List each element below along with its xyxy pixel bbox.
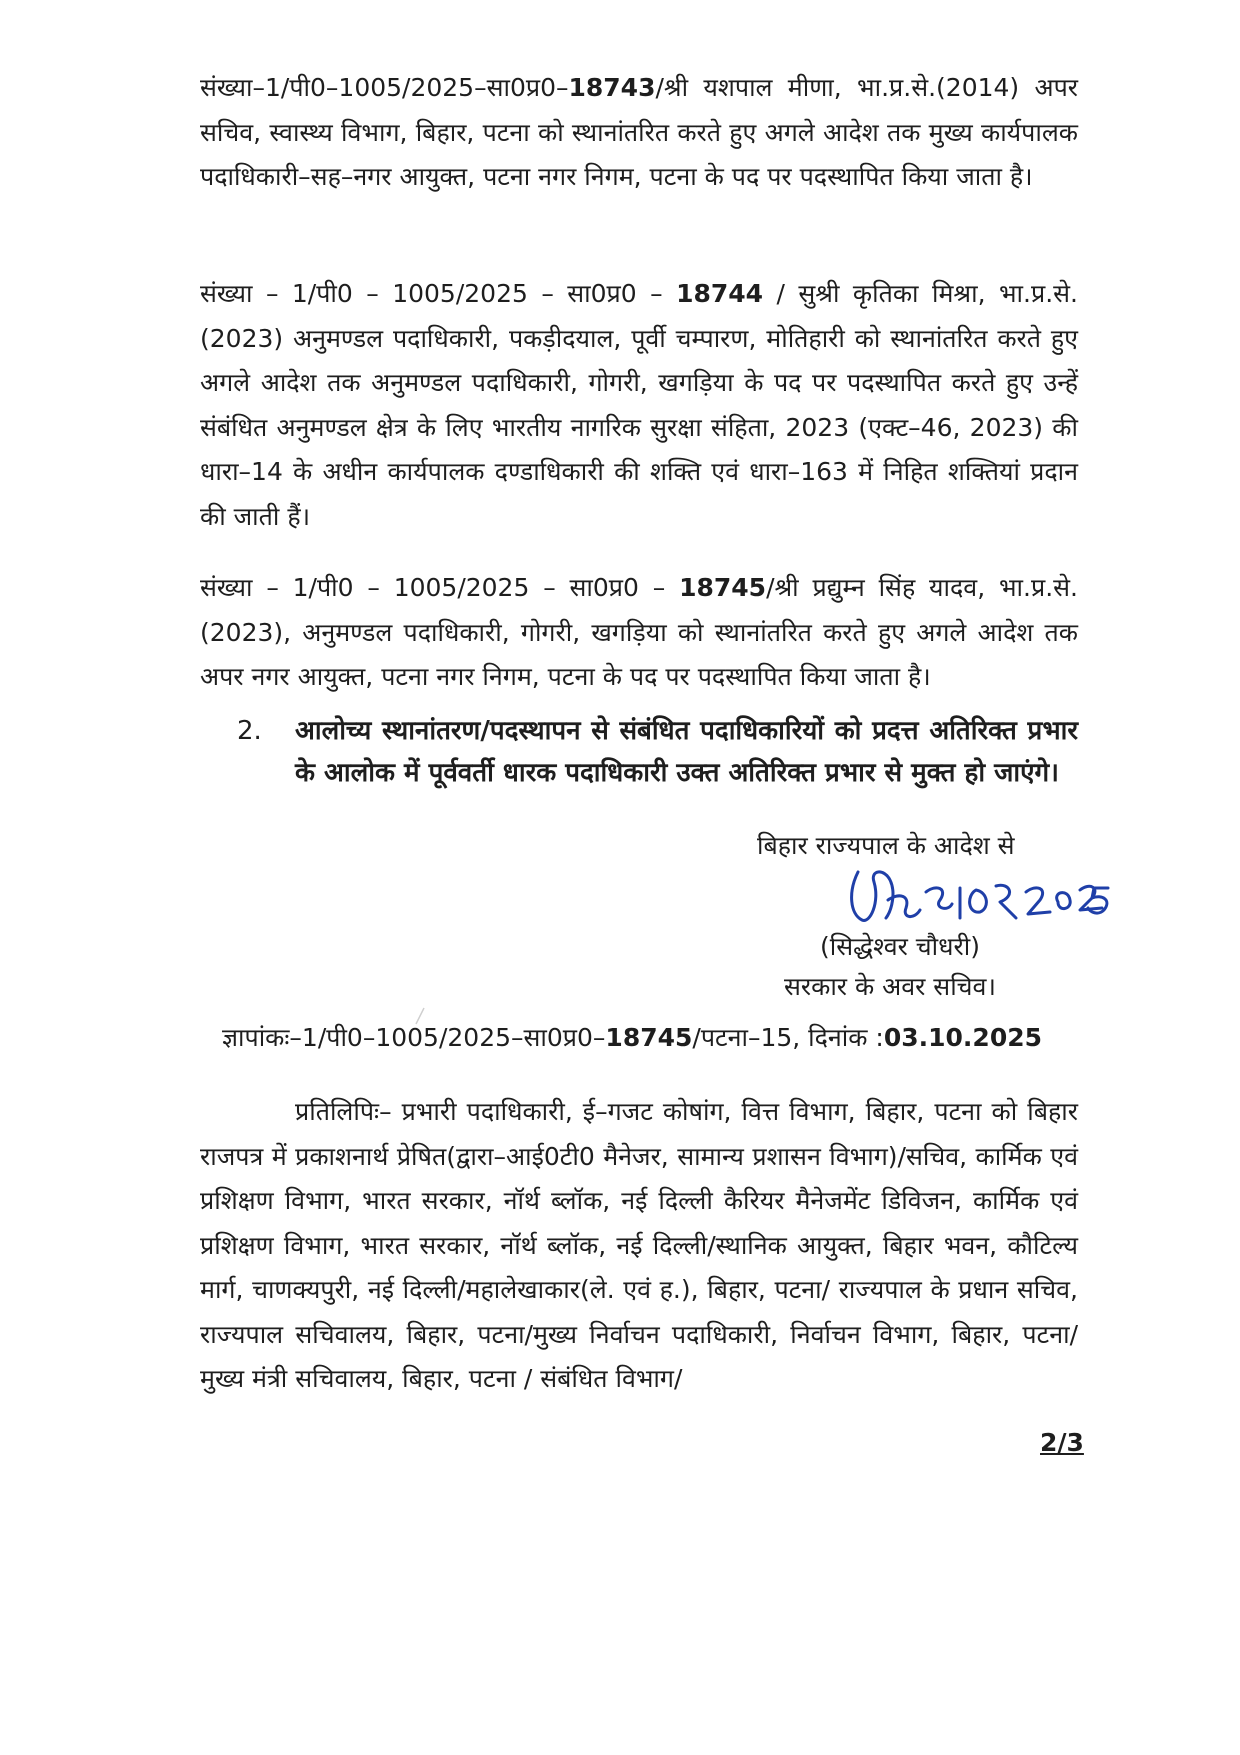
order-prefix: संख्या – 1/पी0 – 1005/2025 – सा0प्र0 – [200,279,677,308]
order-text: /श्री यशपाल मीणा, भा.प्र.से.(2014) अपर सचिव, स्वास्थ्य विभाग, बिहार, पटना को स्थानांतरित करते हुए अगले आदेश तक मुख्य कार्यपालक पदाधिकारी–सह–नगर आयुक्त, पटना नगर निगम, पटना के पद पर पदस्थापित किया जाता है। [200,73,1078,191]
order-text: / सुश्री कृतिका मिश्रा, भा.प्र.से. (2023) अनुमण्डल पदाधिकारी, पकड़ीदयाल, पूर्वी चम्पारण, मोतिहारी को स्थानांतरित करते हुए अगले आदेश तक अनुमण्डल पदाधिकारी, गोगरी, खगड़िया के पद पर पदस्थापित करते हुए उन्हें संबंधित अनुमण्डल क्षेत्र के लिए भारतीय नागरिक सुरक्षा संहिता, 2023 (एक्ट–46, 2023) की धारा–14 के अधीन कार्यपालक दण्डाधिकारी की शक्ति एवं धारा–163 में निहित शक्तियां प्रदान की जाती हैं। [200,279,1078,531]
order-number: 18744 [676,279,764,308]
copy-to-paragraph: प्रतिलिपिः– प्रभारी पदाधिकारी, ई–गजट कोषांग, वित्त विभाग, बिहार, पटना को बिहार राजपत्र में प्रकाशनार्थ प्रेषित(द्वारा–आई0टी0 मैनेजर, सामान्य प्रशासन विभाग)/सचिव, कार्मिक एवं प्रशिक्षण विभाग, भारत सरकार, नॉर्थ ब्लॉक, नई दिल्ली कैरियर मैनेजमेंट डिविजन, कार्मिक एवं प्रशिक्षण विभाग, भारत सरकार, नॉर्थ ब्लॉक, नई दिल्ली/स्थानिक आयुक्त, बिहार भवन, कौटिल्य मार्ग, चाणक्यपुरी, नई दिल्ली/महालेखाकार(ले. एवं ह.), बिहार, पटना/ राज्यपाल के प्रधान सचिव, राज्यपाल सचिवालय, बिहार, पटना/मुख्य निर्वाचन पदाधिकारी, निर्वाचन विभाग, बिहार, पटना/ मुख्य मंत्री सचिवालय, बिहार, पटना / संबंधित विभाग/ [200,1097,1078,1393]
order-text: /श्री प्रद्युम्न सिंह यादव, भा.प्र.से.(2023), अनुमण्डल पदाधिकारी, गोगरी, खगड़िया को स्थानांतरित करते हुए अगले आदेश तक अपर नगर आयुक्त, पटना नगर निगम, पटना के पद पर पदस्थापित किया जाता है। [200,573,1078,691]
clause-text: आलोच्य स्थानांतरण/पदस्थापन से संबंधित पदाधिकारियों को प्रदत्त अतिरिक्त प्रभार के आलोक में पूर्ववर्ती धारक पदाधिकारी उक्त अतिरिक्त प्रभार से मुक्त हो जाएंगे। [295,716,1078,788]
order-number: 18743 [568,73,656,102]
order-prefix: संख्या–1/पी0–1005/2025–सा0प्र0– [200,73,569,102]
order-prefix: संख्या – 1/पी0 – 1005/2025 – सा0प्र0 – [200,573,680,602]
signatory-designation: सरकार के अवर सचिव। [784,972,996,1001]
memo-prefix: ज्ञापांकः–1/पी0–1005/2025–सा0प्र0– [222,1023,606,1052]
clause-2-paragraph [200,710,1078,794]
page-number: 2/3 [1040,1428,1084,1457]
order-paragraph-18743 [200,66,1078,200]
signatory-name: (सिद्धेश्वर चौधरी) [820,932,980,961]
order-number: 18745 [679,573,767,602]
memo-number: 18745 [605,1023,693,1052]
order-paragraph-18745 [200,566,1078,700]
clause-number: 2. [237,716,262,746]
memo-date: 03.10.2025 [883,1023,1043,1052]
memo-middle: /पटना–15, दिनांक : [692,1023,884,1052]
order-authority-line: बिहार राज्यपाल के आदेश से [757,831,1015,860]
order-paragraph-18744 [200,272,1078,539]
memo-line [222,1020,1042,1054]
